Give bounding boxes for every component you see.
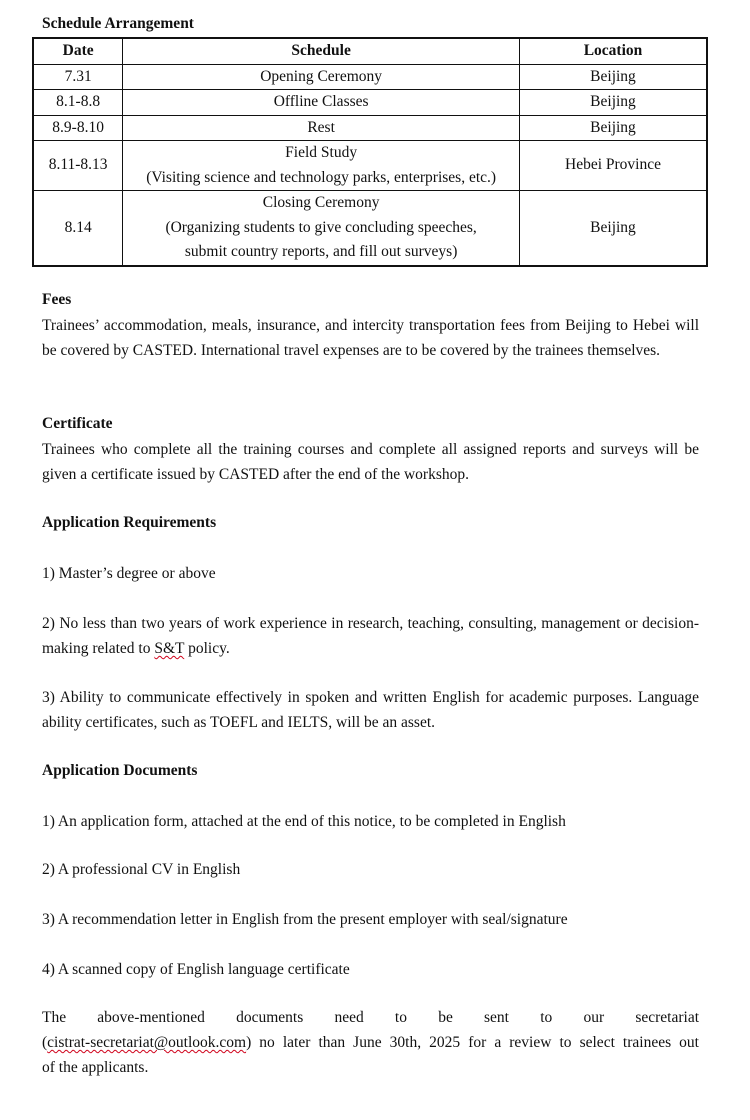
schedule-line: Offline Classes [273, 93, 369, 110]
requirement-item-2-text: 2) No less than two years of work experience in research, teaching, consulting, management or decision-making related to [42, 615, 699, 657]
date-cell: 8.11-8.13 [33, 141, 123, 191]
schedule-cell [123, 64, 520, 90]
location-cell: Beijing [519, 90, 707, 116]
location-cell: Beijing [519, 191, 707, 266]
fees-body: Trainees’ accommodation, meals, insurance, and intercity transportation fees from Beijing to Hebei will be covered by CASTED. International travel expenses are to be covered by the trainees themselves. [42, 317, 699, 359]
table-row [33, 64, 707, 90]
schedule-cell [123, 141, 520, 191]
schedule-line: Rest [307, 118, 335, 136]
document-item-2: 2) A professional CV in English [42, 861, 241, 878]
schedule-line: (Visiting science and technology parks, enterprises, etc.) [146, 168, 497, 186]
requirement-item-1: 1) Master’s degree or above [42, 565, 216, 582]
location-cell: Hebei Province [519, 141, 707, 191]
requirement-item-2 [42, 611, 699, 661]
schedule-line: submit country reports, and fill out surveys) [184, 243, 458, 260]
fees-title: Fees [42, 291, 72, 308]
closing-paragraph [42, 1005, 699, 1080]
location-cell: Beijing [519, 115, 707, 141]
requirements-title: Application Requirements [42, 514, 217, 531]
column-header-schedule: Schedule [123, 38, 520, 64]
table-row [33, 191, 707, 266]
table-row [33, 115, 707, 141]
document-item-3: 3) A recommendation letter in English from the present employer with seal/signature [42, 911, 568, 928]
schedule-line: Closing Ceremony [262, 194, 380, 211]
schedule-cell [123, 115, 520, 141]
document-item-4: 4) A scanned copy of English language certificate [42, 961, 350, 978]
email-link[interactable]: cistrat-secretariat@outlook.com [47, 1034, 247, 1051]
schedule-line: Opening Ceremony [260, 67, 383, 85]
date-cell: 7.31 [33, 64, 123, 90]
schedule-cell [123, 191, 520, 266]
column-header-date: Date [33, 38, 123, 64]
table-header-row [33, 38, 707, 64]
certificate-title: Certificate [42, 415, 113, 432]
schedule-line: (Organizing students to give concluding speeches, [165, 218, 477, 236]
spellcheck-flag[interactable]: S&T [154, 640, 185, 657]
closing-line-2 [42, 1030, 699, 1055]
closing-paren: ( [42, 1034, 48, 1051]
document-item-1: 1) An application form, attached at the end of this notice, to be completed in English [42, 813, 566, 830]
table-row [33, 90, 707, 116]
table-row [33, 141, 707, 191]
documents-title: Application Documents [42, 762, 198, 779]
schedule-cell [123, 90, 520, 116]
date-cell: 8.1-8.8 [33, 90, 123, 116]
schedule-table [32, 37, 708, 267]
schedule-title: Schedule Arrangement [42, 15, 194, 32]
column-header-location: Location [519, 38, 707, 64]
requirement-item-2-end: policy. [184, 640, 230, 657]
location-cell: Beijing [519, 64, 707, 90]
schedule-line: Field Study [285, 144, 358, 161]
certificate-body: Trainees who complete all the training courses and complete all assigned reports and surveys will be given a certificate issued by CASTED after the end of the workshop. [42, 441, 699, 483]
date-cell: 8.9-8.10 [33, 115, 123, 141]
closing-line-1: The above-mentioned documents need to be sent to our secretariat [42, 1009, 699, 1026]
closing-line-3: of the applicants. [42, 1059, 149, 1076]
date-cell: 8.14 [33, 191, 123, 266]
requirement-item-3: 3) Ability to communicate effectively in spoken and written English for academic purposes. Language ability certificates, such as TOEFL and IELTS, will be an asset. [42, 689, 699, 731]
closing-line-2-text: ) no later than June 30th, 2025 for a review to select trainees out [246, 1034, 699, 1051]
